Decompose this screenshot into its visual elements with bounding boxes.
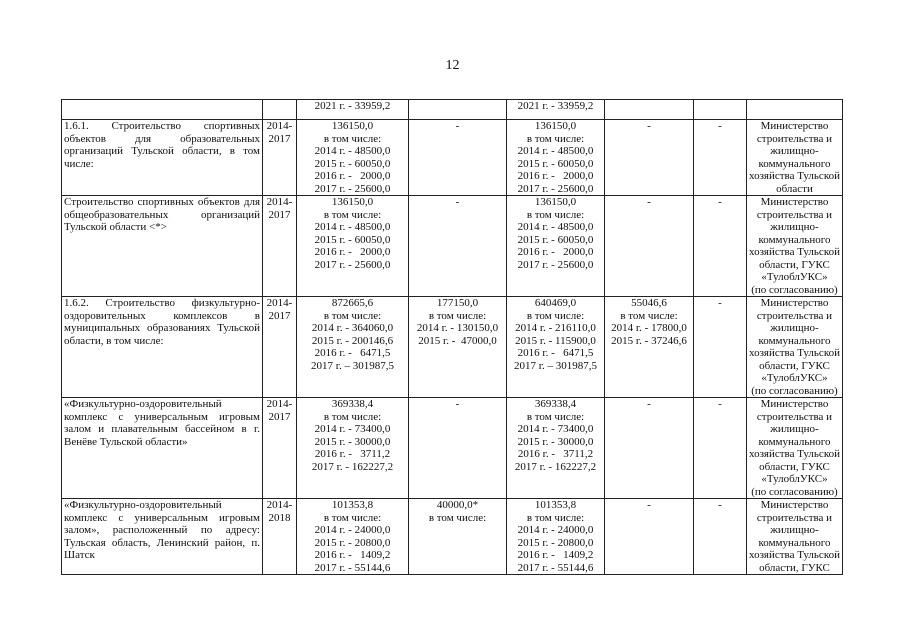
- total-line: 2016 г. - 2000,0: [314, 246, 391, 258]
- years-cell: [263, 499, 297, 575]
- regional-line: 2016 г. - 6471,5: [517, 347, 594, 359]
- name-cell: 1.6.1. Строительство спортивных объектов для образовательных организаций Тульской области, в том числе:: [62, 120, 263, 196]
- regional-line: 136150,0: [534, 120, 577, 132]
- local-line: -: [647, 120, 651, 132]
- table-row: [62, 398, 843, 499]
- total-line: 2017 г. - 162227,2: [311, 460, 394, 473]
- responsible-line: хозяйства Тульской: [749, 170, 840, 182]
- responsible-line: области, ГУКС: [759, 359, 830, 372]
- responsible-line: коммунального: [758, 536, 831, 549]
- responsible-line: коммунального: [758, 334, 831, 347]
- regional-cell: [507, 120, 605, 196]
- local-line: -: [647, 398, 651, 410]
- years-line: 2014-: [266, 499, 293, 511]
- total-line: 2014 г. - 24000,0: [314, 524, 391, 536]
- regional-line: в том числе:: [526, 309, 585, 322]
- table-row: [62, 100, 843, 120]
- name-cell: Строительство спортивных объектов для общеобразовательных организаций Тульской области <*>: [62, 196, 263, 297]
- regional-line: 2015 г. - 115900,0: [515, 334, 596, 347]
- responsible-line: жилищно-: [770, 221, 819, 233]
- federal-line: 40000,0*: [436, 499, 479, 511]
- regional-line: в том числе:: [526, 208, 585, 221]
- regional-cell: [507, 297, 605, 398]
- years-line: 2014-: [266, 297, 293, 309]
- responsible-line: хозяйства Тульской: [749, 448, 840, 460]
- total-line: 2017 г. – 301987,5: [310, 359, 395, 372]
- total-line: 2016 г. - 3711,2: [314, 448, 391, 460]
- federal-line: 2015 г. - 47000,0: [418, 334, 497, 347]
- table-cell: [747, 100, 843, 120]
- total-line: в том числе:: [323, 309, 382, 322]
- total-cell: [297, 100, 409, 120]
- table-cell: [409, 100, 507, 120]
- responsible-line: (по согласованию): [751, 384, 838, 397]
- total-line: 136150,0: [331, 120, 374, 132]
- responsible-line: области, ГУКС: [759, 561, 830, 574]
- total-line: 2017 г. - 55144,6: [314, 561, 391, 574]
- table-cell: [694, 100, 747, 120]
- total-line: в том числе:: [323, 410, 382, 423]
- responsible-line: строительства и: [756, 208, 833, 221]
- responsible-line: Министерство: [760, 297, 829, 309]
- federal-line: -: [455, 120, 460, 132]
- local-line: в том числе:: [620, 309, 678, 322]
- responsible-line: коммунального: [758, 435, 831, 448]
- other-line: -: [718, 499, 722, 511]
- regional-line: 2014 г. - 48500,0: [517, 145, 594, 157]
- other-cell: [694, 398, 747, 499]
- other-cell: [694, 499, 747, 575]
- total-line: 872665,6: [331, 297, 374, 309]
- responsible-line: хозяйства Тульской: [749, 246, 840, 258]
- regional-line: 101353,8: [534, 499, 577, 511]
- total-line: в том числе:: [323, 511, 382, 524]
- responsible-line: хозяйства Тульской: [749, 347, 840, 359]
- total-line: 2017 г. - 25600,0: [314, 258, 391, 271]
- years-cell: [263, 297, 297, 398]
- responsible-line: строительства и: [756, 132, 833, 145]
- regional-line: 2015 г. - 20800,0: [517, 536, 594, 549]
- federal-cell: [409, 398, 507, 499]
- federal-line: -: [455, 196, 460, 208]
- federal-cell: [409, 297, 507, 398]
- total-line: 2016 г. - 2000,0: [314, 170, 391, 182]
- regional-line: 2014 г. - 216110,0: [515, 322, 596, 334]
- local-cell: [605, 499, 694, 575]
- years-line: 2017: [268, 208, 291, 221]
- total-line: 2015 г. - 200146,6: [311, 334, 394, 347]
- regional-line: в том числе:: [526, 410, 585, 423]
- total-cell: [297, 196, 409, 297]
- responsible-line: «ТулоблУКС»: [761, 372, 828, 384]
- regional-line: 640469,0: [534, 297, 577, 309]
- responsible-line: «ТулоблУКС»: [761, 271, 828, 283]
- regional-line: 2014 г. - 24000,0: [517, 524, 594, 536]
- table-cell: [263, 100, 297, 120]
- regional-2021: 2021 г. - 33959,2: [517, 100, 594, 112]
- total-cell: [297, 297, 409, 398]
- name-cell: 1.6.2. Строительство физкультурно-оздоровительных комплексов в муниципальных образованиях Тульской области, в том числе:: [62, 297, 263, 398]
- responsible-line: жилищно-: [770, 322, 819, 334]
- years-cell: [263, 398, 297, 499]
- other-cell: [694, 120, 747, 196]
- responsible-line: жилищно-: [770, 145, 819, 157]
- local-line: 2015 г. - 37246,6: [611, 334, 687, 347]
- federal-cell: [409, 499, 507, 575]
- responsible-line: Министерство: [760, 398, 829, 410]
- regional-line: 2016 г. - 1409,2: [517, 549, 594, 561]
- local-cell: [605, 297, 694, 398]
- regional-line: 2016 г. - 3711,2: [517, 448, 594, 460]
- table-cell: [62, 100, 263, 120]
- local-cell: [605, 196, 694, 297]
- total-line: 2014 г. - 48500,0: [314, 221, 391, 233]
- other-cell: [694, 196, 747, 297]
- responsible-line: области: [776, 182, 813, 195]
- table-row: [62, 297, 843, 398]
- years-cell: [263, 120, 297, 196]
- federal-cell: [409, 120, 507, 196]
- regional-line: 2016 г. - 2000,0: [517, 170, 594, 182]
- responsible-line: области, ГУКС: [759, 460, 830, 473]
- program-table: [61, 99, 843, 575]
- total-cell: [297, 398, 409, 499]
- responsible-line: Министерство: [760, 120, 829, 132]
- regional-line: 2016 г. - 2000,0: [517, 246, 594, 258]
- page-number: 12: [445, 58, 460, 73]
- years-line: 2018: [268, 511, 291, 524]
- total-line: 2015 г. - 20800,0: [314, 536, 391, 549]
- years-cell: [263, 196, 297, 297]
- years-line: 2017: [268, 132, 291, 145]
- regional-line: 2015 г. - 60050,0: [517, 233, 594, 246]
- regional-line: 136150,0: [534, 196, 577, 208]
- responsible-line: строительства и: [756, 309, 833, 322]
- responsible-line: строительства и: [756, 511, 833, 524]
- table-cell: [605, 100, 694, 120]
- regional-line: 2017 г. – 301987,5: [513, 359, 598, 372]
- total-cell: [297, 120, 409, 196]
- total-line: в том числе:: [323, 132, 382, 145]
- responsible-cell: [747, 120, 843, 196]
- years-line: 2014-: [266, 120, 293, 132]
- responsible-cell: [747, 196, 843, 297]
- regional-cell: [507, 100, 605, 120]
- regional-line: 2015 г. - 60050,0: [517, 157, 594, 170]
- total-line: 101353,8: [331, 499, 374, 511]
- responsible-line: жилищно-: [770, 524, 819, 536]
- responsible-line: области, ГУКС: [759, 258, 830, 271]
- other-line: -: [718, 297, 722, 309]
- regional-line: 2017 г. - 25600,0: [517, 182, 594, 195]
- responsible-line: коммунального: [758, 157, 831, 170]
- responsible-line: Министерство: [760, 196, 829, 208]
- regional-line: в том числе:: [526, 511, 585, 524]
- federal-cell: [409, 196, 507, 297]
- responsible-line: (по согласованию): [751, 283, 838, 296]
- local-line: 2014 г. - 17800,0: [611, 322, 687, 334]
- regional-cell: [507, 196, 605, 297]
- years-line: 2014-: [266, 196, 293, 208]
- regional-line: 2017 г. - 55144,6: [517, 561, 594, 574]
- total-line: 2014 г. - 364060,0: [311, 322, 394, 334]
- responsible-line: жилищно-: [770, 423, 819, 435]
- other-line: -: [718, 398, 722, 410]
- responsible-line: хозяйства Тульской: [749, 549, 840, 561]
- regional-cell: [507, 398, 605, 499]
- local-cell: [605, 398, 694, 499]
- responsible-cell: [747, 499, 843, 575]
- total-line: 2014 г. - 73400,0: [314, 423, 391, 435]
- total-line: 2015 г. - 60050,0: [314, 233, 391, 246]
- years-line: 2017: [268, 410, 291, 423]
- table-row: [62, 499, 843, 575]
- regional-line: в том числе:: [526, 132, 585, 145]
- table-row: [62, 196, 843, 297]
- other-line: -: [718, 196, 722, 208]
- total-line: 136150,0: [331, 196, 374, 208]
- regional-line: 2017 г. - 162227,2: [514, 460, 597, 473]
- responsible-line: Министерство: [760, 499, 829, 511]
- regional-cell: [507, 499, 605, 575]
- total-line: 2016 г. - 1409,2: [314, 549, 391, 561]
- name-cell: «Физкультурно-оздоровительный комплекс с универсальным игровым залом и плавательным бассейном в г. Венёве Тульской области»: [62, 398, 263, 499]
- total-line: 2017 г. - 25600,0: [314, 182, 391, 195]
- regional-line: 2015 г. - 30000,0: [517, 435, 594, 448]
- other-cell: [694, 297, 747, 398]
- years-line: 2014-: [266, 398, 293, 410]
- federal-line: в том числе:: [428, 511, 487, 524]
- total-cell: [297, 499, 409, 575]
- regional-line: 2014 г. - 48500,0: [517, 221, 594, 233]
- total-line: 2015 г. - 60050,0: [314, 157, 391, 170]
- local-line: -: [647, 499, 651, 511]
- other-line: -: [718, 120, 722, 132]
- responsible-cell: [747, 297, 843, 398]
- regional-line: 2017 г. - 25600,0: [517, 258, 594, 271]
- local-line: -: [647, 196, 651, 208]
- responsible-cell: [747, 398, 843, 499]
- regional-line: 369338,4: [534, 398, 577, 410]
- years-line: 2017: [268, 309, 291, 322]
- regional-line: 2014 г. - 73400,0: [517, 423, 594, 435]
- responsible-line: строительства и: [756, 410, 833, 423]
- table-row: [62, 120, 843, 196]
- federal-line: в том числе:: [428, 309, 487, 322]
- federal-line: -: [455, 398, 460, 410]
- local-line: 55046,6: [631, 297, 667, 309]
- federal-line: 2014 г. - 130150,0: [416, 322, 499, 334]
- responsible-line: коммунального: [758, 233, 831, 246]
- name-cell: «Физкультурно-оздоровительный комплекс с универсальным игровым залом», расположенный по адресу: Тульская область, Ленинский район, п. Шатск: [62, 499, 263, 575]
- total-line: в том числе:: [323, 208, 382, 221]
- total-line: 2014 г. - 48500,0: [314, 145, 391, 157]
- total-line: 369338,4: [331, 398, 374, 410]
- total-2021: 2021 г. - 33959,2: [314, 100, 391, 112]
- federal-line: 177150,0: [436, 297, 479, 309]
- responsible-line: «ТулоблУКС»: [761, 473, 828, 485]
- local-cell: [605, 120, 694, 196]
- total-line: 2015 г. - 30000,0: [314, 435, 391, 448]
- responsible-line: (по согласованию): [751, 485, 838, 498]
- total-line: 2016 г. - 6471,5: [314, 347, 391, 359]
